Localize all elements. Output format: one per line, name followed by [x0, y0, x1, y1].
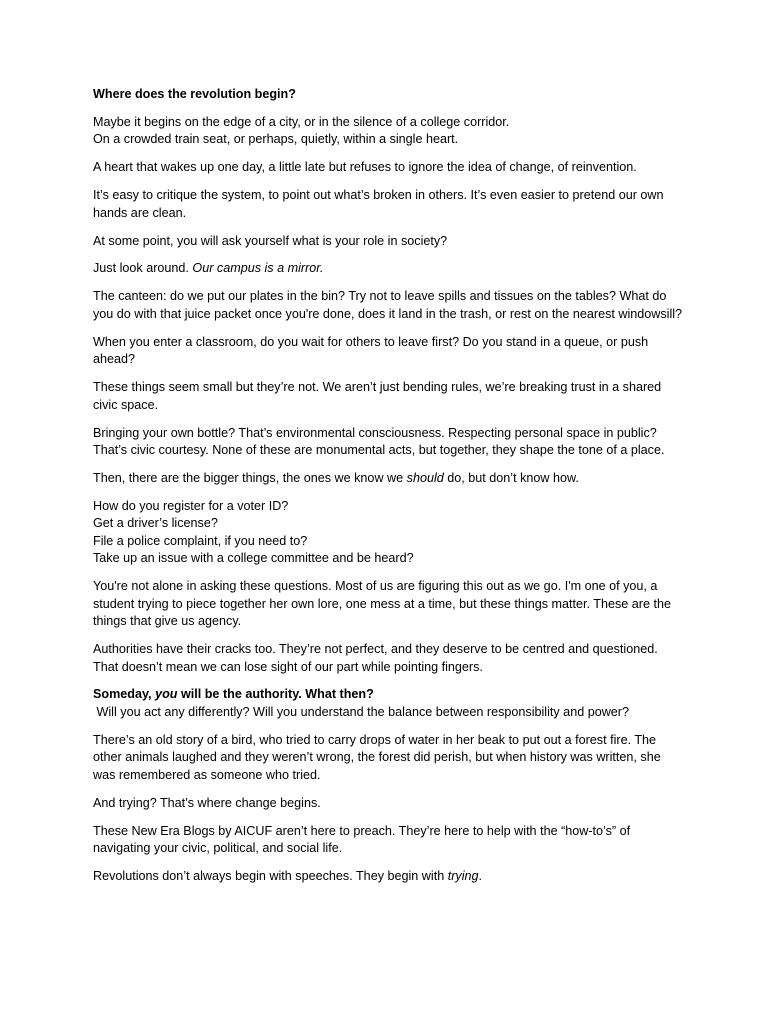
campus-mirror-text: Our campus is a mirror. [192, 261, 324, 276]
bigger-after: do, but don’t know how. [443, 470, 579, 485]
intro-line-1: Maybe it begins on the edge of a city, or in the silence of a college corridor. [93, 114, 510, 129]
intro-line-2: On a crowded train seat, or perhaps, quietly, within a single heart. [93, 132, 459, 147]
question-item: Take up an issue with a college committee and be heard? [93, 551, 414, 566]
paragraph-critique: It’s easy to critique the system, to point out what’s broken in others. It’s even easier to pretend our own hands are clean. [93, 188, 664, 220]
paragraph-intro [93, 114, 683, 149]
paragraph-small-things: These things seem small but they’re not. We aren’t just bending rules, we’re breaking trust in a shared civic space. [93, 380, 662, 412]
bigger-should: should [406, 470, 444, 485]
paragraph-look-around [93, 260, 683, 278]
question-list [93, 498, 683, 568]
paragraph-role: At some point, you will ask yourself what is your role in society? [93, 233, 448, 248]
someday-you: you [155, 687, 178, 702]
question-item: File a police complaint, if you need to? [93, 533, 308, 548]
paragraph-heart: A heart that wakes up one day, a little late but refuses to ignore the idea of change, of reinvention. [93, 160, 637, 175]
paragraph-trying: And trying? That’s where change begins. [93, 795, 321, 810]
paragraph-someday [93, 686, 683, 721]
final-after: . [478, 869, 482, 884]
paragraph-bigger-things [93, 470, 683, 488]
someday-heading [93, 686, 683, 704]
paragraph-final [93, 868, 683, 886]
paragraph-bird-story: There’s an old story of a bird, who tried to carry drops of water in her beak to put out a forest fire. The other animals laughed and they weren’t wrong, the forest did perish, but when history was written, she was remembered as someone who tried. [93, 732, 661, 782]
someday-question: Will you act any differently? Will you understand the balance between responsibility and power? [93, 704, 630, 719]
paragraph-blogs: These New Era Blogs by AICUF aren’t here to preach. They’re here to help with the “how-to’s” of navigating your civic, political, and social life. [93, 823, 631, 856]
someday-after: will be the authority. What then? [177, 687, 374, 702]
paragraph-canteen: The canteen: do we put our plates in the bin? Try not to leave spills and tissues on the tables? What do you do with that juice packet once you're done, does it land in the trash, or rest on the nearest windowsill? [93, 289, 683, 321]
page-title: Where does the revolution begin? [93, 87, 296, 101]
question-item: How do you register for a voter ID? [93, 498, 289, 513]
paragraph-classroom: When you enter a classroom, do you wait for others to leave first? Do you stand in a queue, or push ahead? [93, 334, 649, 367]
document-page [93, 86, 683, 896]
question-item: Get a driver’s license? [93, 516, 218, 531]
paragraph-not-alone: You're not alone in asking these questions. Most of us are figuring this out as we go. I'm one of you, a student trying to piece together her own lore, one mess at a time, but these things matter. These are the things that give us agency. [93, 579, 672, 629]
bigger-before: Then, there are the bigger things, the ones we know we [93, 470, 407, 485]
look-around-text: Just look around. [93, 261, 193, 276]
someday-before: Someday, [93, 687, 156, 702]
final-trying: trying [447, 869, 479, 884]
paragraph-authorities: Authorities have their cracks too. They’re not perfect, and they deserve to be centred and questioned. That doesn’t mean we can lose sight of our part while pointing fingers. [93, 642, 658, 674]
final-before: Revolutions don’t always begin with speeches. They begin with [93, 869, 448, 884]
paragraph-bottle: Bringing your own bottle? That’s environmental consciousness. Respecting personal space in public? That’s civic courtesy. None of these are monumental acts, but together, they shape the tone of a place. [93, 425, 665, 458]
